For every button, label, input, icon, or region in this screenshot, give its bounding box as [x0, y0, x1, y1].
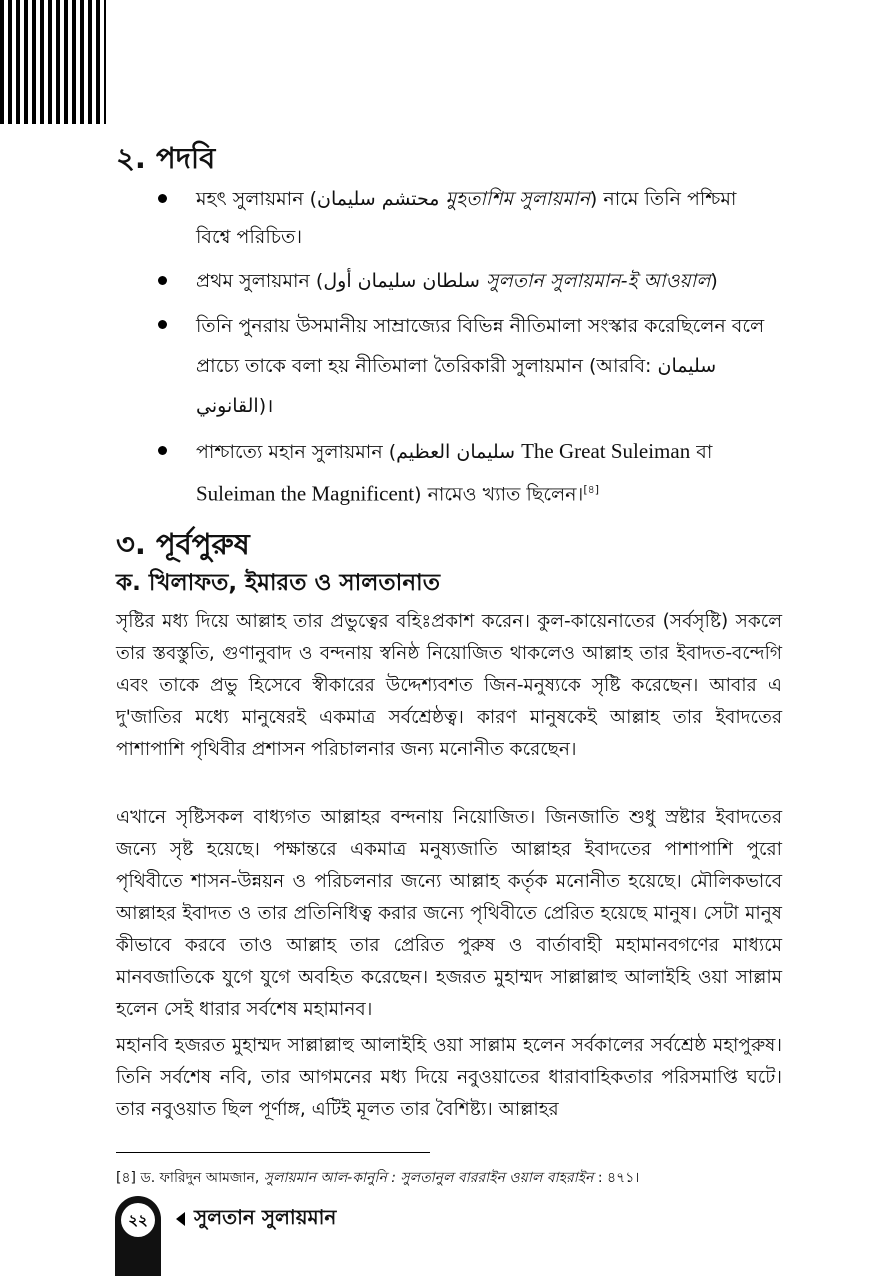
section-title-ancestors: ৩. পূর্বপুরুষ	[116, 527, 250, 561]
bullet-dot-icon	[158, 446, 167, 455]
bullet-dot-icon	[158, 320, 167, 329]
list-item: প্রথম সুলায়মান (سلطان سليمان أول সুলতান সুলায়মান-ই আওয়াল)	[116, 262, 776, 300]
triangle-left-icon	[176, 1212, 185, 1226]
bullet-dot-icon	[158, 194, 167, 203]
page-number-tab	[115, 1196, 161, 1276]
footnote-divider	[116, 1152, 430, 1153]
running-title: সুলতান সুলায়মান	[194, 1205, 337, 1229]
list-item: মহৎ সুলায়মান (محتشم سليمان মুহতাশিম সুলায়মান) নামে তিনি পশ্চিমা বিশ্বে পরিচিত।	[116, 180, 776, 256]
paragraph: এখানে সৃষ্টিসকল বাধ্যগত আল্লাহর বন্দনায় নিয়োজিত। জিনজাতি শুধু স্রষ্টার ইবাদতের জন্যে সৃষ্ট হয়েছে। পক্ষান্তরে একমাত্র মনুষ্যজাতি আল্লাহর ইবাদতের পাশাপাশি পুরো পৃথিবীতে শাসন-উন্নয়ন ও পরিচলনার জন্যে আল্লাহ কর্তৃক মনোনীত হয়েছে। মৌলিকভাবে আল্লাহর ইবাদত ও তার প্রতিনিধিত্ব করার জন্যে পৃথিবীতে প্রেরিত হয়েছে মানুষ। সেটা মানুষ কীভাবে করবে তাও আল্লাহ তার প্রেরিত পুরুষ ও বার্তাবাহী মহামানবগণের মাধ্যমে মানবজাতিকে যুগে যুগে অবহিত করেছেন। হজরত মুহাম্মদ সাল্লাল্লাহু আলাইহি ওয়া সাল্লাম হলেন সেই ধারার সর্বশেষ মহামানব।	[116, 807, 782, 1020]
page-number: ২২	[121, 1203, 155, 1237]
list-item: পাশ্চাত্যে মহান সুলায়মান (سليمان العظيم The Great Suleiman বা Suleiman the Magnificent) নামেও খ্যাত ছিলেন।[৪]	[116, 432, 776, 513]
paragraph: সৃষ্টির মধ্য দিয়ে আল্লাহ তার প্রভুত্বের বহিঃপ্রকাশ করেন। কুল-কায়েনাতের (সর্বসৃষ্টি) সকলে তার স্তবস্তুতি, গুণানুবাদ ও বন্দনায় স্বনিষ্ঠ নিয়োজিত থাকলেও আল্লাহ তার ইবাদত-বন্দেগি এবং তাকে প্রভু হিসেবে স্বীকারের উদ্দেশ্যবশত জিন-মনুষ্যকে সৃষ্টি করেছেন। আবার এ দু'জাতির মধ্যে মানুষেরই একমাত্র সর্বশ্রেষ্ঠত্ব। কারণ মানুষকেই আল্লাহ তার ইবাদতের পাশাপাশি পৃথিবীর প্রশাসন পরিচালনার জন্য মনোনীত করেছেন।	[116, 611, 782, 760]
footnote-ref: [৪]	[583, 483, 600, 496]
footnote: [৪] ড. ফারিদুন আমজান, সুলায়মান আল-কানুনি : সুলতানুল বাররাইন ওয়াল বাহরাইন : ৪৭১।	[116, 1170, 640, 1186]
list-item: তিনি পুনরায় উসমানীয় সাম্রাজ্যের বিভিন্ন নীতিমালা সংস্কার করেছিলেন বলে প্রাচ্যে তাকে বলা হয় নীতিমালা তৈরিকারী সুলায়মান (আরবি: سليمان القانوني)।	[116, 306, 776, 426]
subsection-title: ক. খিলাফত, ইমারত ও সালতানাত	[116, 570, 440, 596]
paragraph: মহানবি হজরত মুহাম্মদ সাল্লাল্লাহু আলাইহি ওয়া সাল্লাম হলেন সর্বকালের সর্বশ্রেষ্ঠ মহাপুরুষ। তিনি সর্বশেষ নবি, তার আগমনের মধ্য দিয়ে নবুওয়াতের ধারাবাহিকতার পরিসমাপ্তি ঘটে। তার নবুওয়াত ছিল পূর্ণাঙ্গ, এটিই মূলত তার বৈশিষ্ট্য। আল্লাহর	[116, 1035, 782, 1120]
section-title-titles: ২. পদবি	[116, 141, 216, 175]
titles-list	[116, 180, 776, 519]
decorative-stripes	[0, 0, 106, 124]
bullet-dot-icon	[158, 276, 167, 285]
